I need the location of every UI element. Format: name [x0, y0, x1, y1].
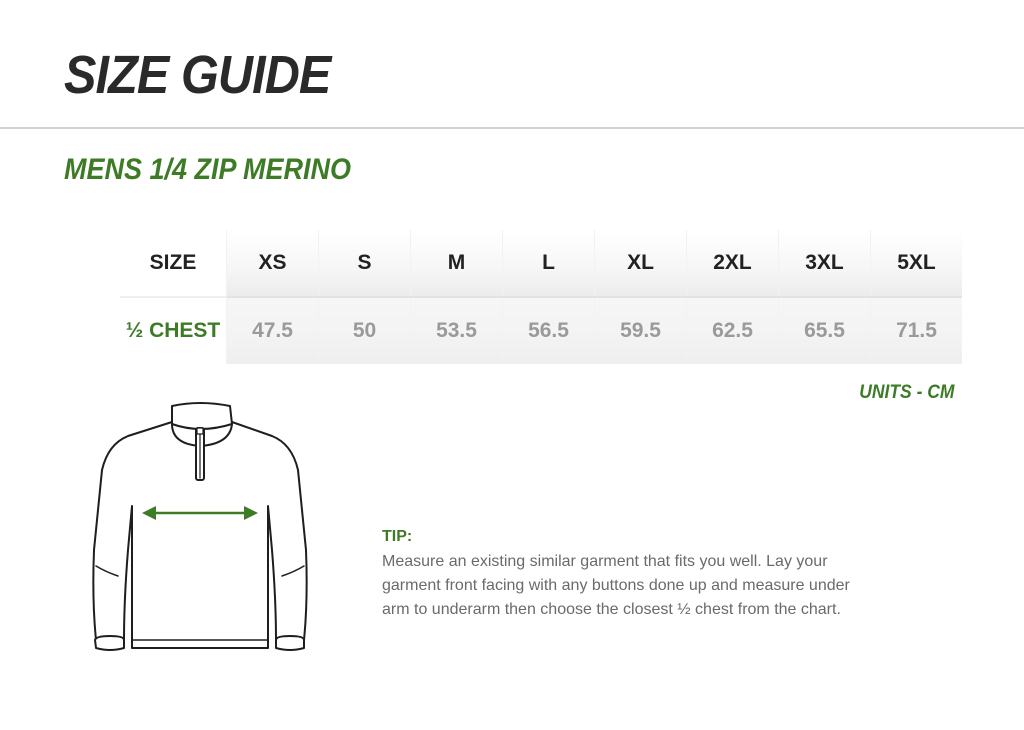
size-cell: XL [595, 230, 687, 297]
tip-line: arm to underarm then choose the closest ½ chest from the chart. [382, 601, 841, 618]
chest-cell: 71.5 [871, 297, 963, 364]
tip-block [382, 528, 942, 622]
size-cell: L [503, 230, 595, 297]
quarter-zip-shirt-icon [88, 400, 318, 662]
chest-row-label: ½ CHEST [125, 319, 221, 342]
size-cell: M [411, 230, 503, 297]
size-cell: 5XL [871, 230, 963, 297]
tip-text [382, 550, 942, 622]
size-cell: 2XL [687, 230, 779, 297]
chest-cell: 59.5 [595, 297, 687, 364]
chest-cell: 53.5 [411, 297, 503, 364]
product-title: MENS 1/4 ZIP MERINO [64, 153, 352, 186]
size-row-label: SIZE [120, 230, 227, 297]
chest-cell: 47.5 [227, 297, 319, 364]
size-cell: S [319, 230, 411, 297]
header-divider [0, 127, 1024, 129]
size-cell: 3XL [779, 230, 871, 297]
page-title: SIZE GUIDE [64, 45, 331, 105]
chest-row [120, 297, 962, 364]
size-row [120, 230, 962, 297]
size-cell: XS [227, 230, 319, 297]
units-label: UNITS - CM [858, 382, 954, 403]
size-table [120, 230, 962, 364]
tip-label: TIP: [382, 528, 413, 545]
chest-cell: 62.5 [687, 297, 779, 364]
chest-cell: 50 [319, 297, 411, 364]
tip-line: garment front facing with any buttons done up and measure under [382, 577, 850, 594]
tip-line: Measure an existing similar garment that fits you well. Lay your [382, 553, 828, 570]
chest-cell: 65.5 [779, 297, 871, 364]
chest-cell: 56.5 [503, 297, 595, 364]
